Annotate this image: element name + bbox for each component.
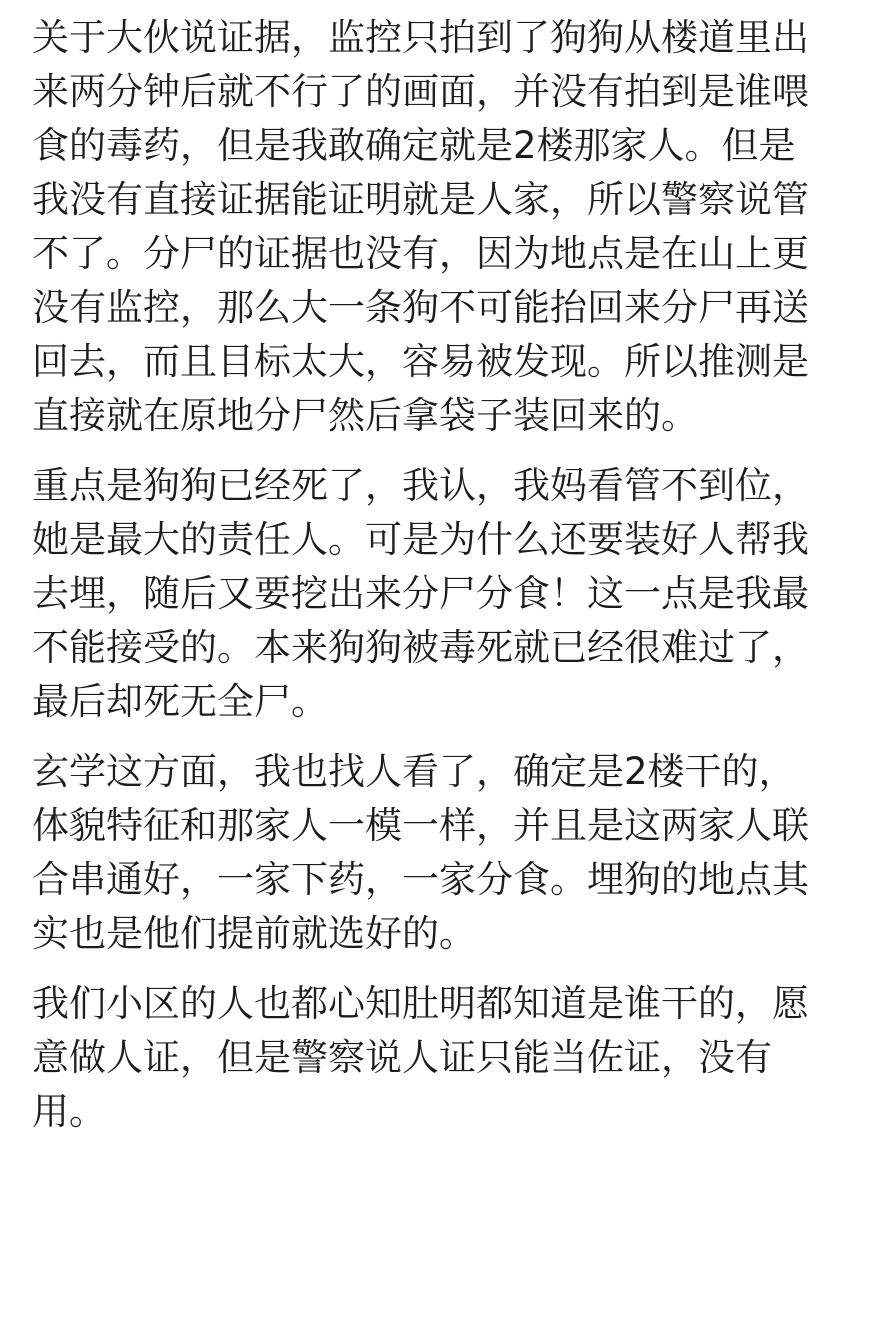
paragraph-1: 关于大伙说证据，监控只拍到了狗狗从楼道里出 来两分钟后就不行了的画面，并没有拍到是谁喂 食的毒药，但是我敢确定就是2楼那家人。但是 我没有直接证据能证明就是人家，所以警察说管 不了。分尸的证据也没有，因为地点是在山上更 没有监控，那么大一条狗不可能抬回来分尸再送 回去，而且目标太大，容易被发现。所以推测是 直接就在原地分尸然后拿袋子装回来的。	[32, 16, 809, 437]
paragraph-2: 重点是狗狗已经死了，我认，我妈看管不到位， 她是最大的责任人。可是为什么还要装好人帮我 去埋，随后又要挖出来分尸分食！这一点是我最 不能接受的。本来狗狗被毒死就已经很难过了， 最后却死无全尸。	[32, 464, 809, 723]
paragraph-3: 玄学这方面，我也找人看了，确定是2楼干的， 体貌特征和那家人一模一样，并且是这两家人联 合串通好，一家下药，一家分食。埋狗的地点其 实也是他们提前就选好的。	[32, 750, 809, 955]
paragraph-4: 我们小区的人也都心知肚明都知道是谁干的，愿 意做人证，但是警察说人证只能当佐证，没有 用。	[32, 982, 809, 1133]
